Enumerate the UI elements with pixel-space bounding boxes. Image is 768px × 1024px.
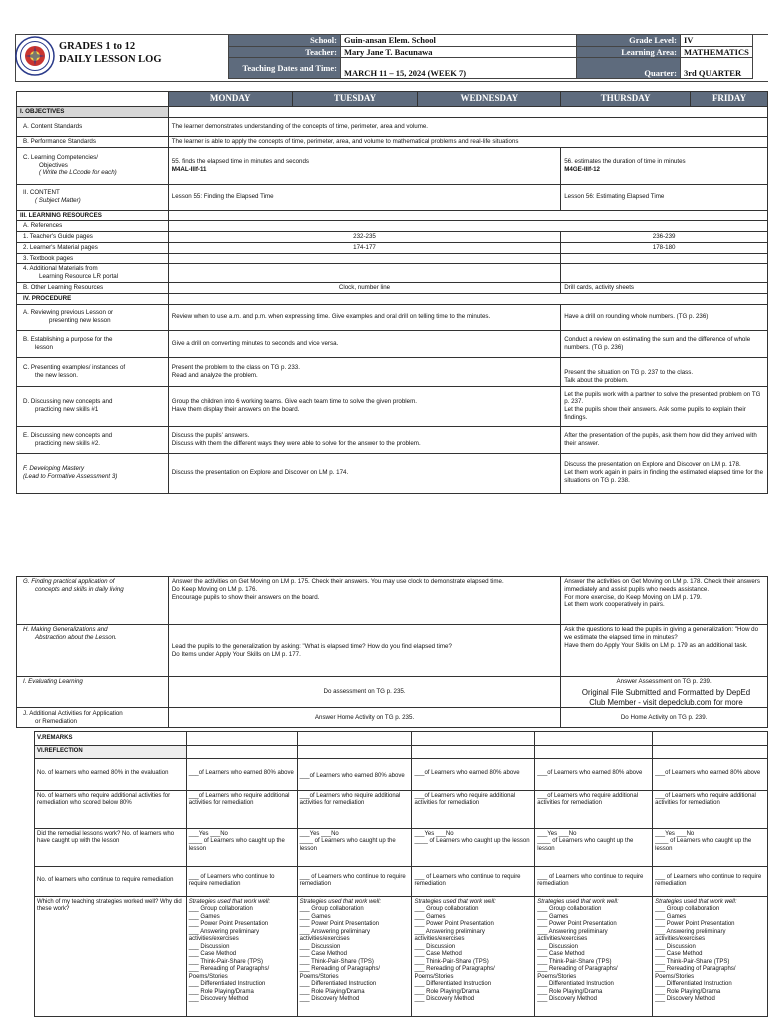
q5-wednesday	[412, 896, 535, 1016]
additional-materials-label-1: 4. Additional Materials from	[23, 265, 98, 273]
q3-label: Did the remedial lessons work? No. of learners who have caught up with the lesson	[35, 828, 187, 866]
strategy-item: ___ Discovery Method	[299, 996, 360, 1002]
competencies-label	[17, 147, 169, 184]
q4-wednesday: ___ of Learners who continue to require remediation	[412, 866, 535, 896]
strategy-item: ___ Answering preliminary activities/exercises	[188, 928, 260, 942]
strategy-item: ___ Group collaboration	[299, 906, 364, 912]
mastery-label-1: F. Developing Mastery	[23, 465, 85, 473]
evaluating-monday: Do assessment on TG p. 235.	[168, 677, 560, 708]
concepts-2-monday-2: Discuss with them the different ways they were able to solve for the answer to the problem.	[171, 439, 421, 447]
strategy-item: ___ Games	[188, 913, 220, 920]
q1-tuesday: ___of Learners who earned 80% above	[297, 758, 412, 790]
reflection-monday	[186, 746, 297, 759]
school-value: Guin-ansan Elem. School	[341, 35, 577, 47]
strategy-item: ___ Games	[655, 913, 687, 920]
competencies-label-1: C. Learning Competencies/	[23, 153, 98, 161]
content-monday: Lesson 55: Finding the Elapsed Time	[168, 184, 560, 210]
performance-standards-label: B. Performance Standards	[17, 136, 169, 147]
review-monday: Review when to use a.m. and p.m. when expressing time. Give examples and oral drill on telling time to the minutes.	[168, 304, 560, 330]
review-label	[17, 304, 169, 330]
strategy-item: ___ Discovery Method	[655, 996, 715, 1002]
examples-monday-1: Present the problem to the class on TG p. 233.	[171, 363, 300, 371]
generalization-monday-2: Do Items under Apply Your Skills on LM p. 177.	[171, 650, 301, 658]
lesson-table-part-1	[16, 91, 768, 494]
q2-tuesday: ___of Learners who require additional activities for remediation	[297, 790, 412, 828]
review-label-2: presenting new lesson	[49, 317, 111, 324]
concepts-1-label-1: D. Discussing new concepts and	[23, 398, 113, 406]
q1-thursday: ___of Learners who earned 80% above	[535, 758, 653, 790]
reflection-thursday	[535, 746, 653, 759]
strat-head-fri: Strategies used that work well:	[655, 898, 737, 905]
strat-head-thu: Strategies used that work well:	[537, 898, 619, 905]
strategy-item: ___ Discussion	[299, 943, 341, 950]
q2-monday: ___of Learners who require additional activities for remediation	[186, 790, 297, 828]
examples-label-2: the new lesson.	[35, 371, 78, 379]
objectives-label: I. OBJECTIVES	[17, 107, 169, 118]
strategy-item: ___ Discovery Method	[537, 996, 597, 1002]
other-resources-monday: Clock, number line	[168, 282, 560, 293]
concepts-1-thursday	[561, 386, 768, 426]
other-resources-label: B. Other Learning Resources	[17, 282, 169, 293]
competency-mon-text: 55. finds the elapsed time in minutes and seconds	[171, 157, 310, 165]
application-label-2: concepts and skills in daily living	[35, 585, 124, 593]
strategy-item: ___ Rereading of Paragraphs/ Poems/Stories	[537, 966, 618, 980]
title-line-2: DAILY LESSON LOG	[59, 53, 162, 65]
application-monday-1: Answer the activities on Get Moving on LM p. 175. Check their answers. You may use clock to demonstrate elapsed time.	[171, 578, 504, 585]
strategy-list	[414, 906, 532, 1004]
purpose-label-1: B. Establishing a purpose for the	[23, 335, 113, 343]
strategy-item: ___ Answering preliminary activities/exercises	[655, 928, 726, 942]
page-title	[59, 41, 162, 66]
q4-thursday: ___ of Learners who continue to require remediation	[535, 866, 653, 896]
strategy-item: ___ Discussion	[655, 943, 696, 950]
additional-activities-label-1: J. Additional Activities for Application	[23, 709, 123, 717]
q1-monday: ___of Learners who earned 80% above	[186, 758, 297, 790]
strategy-item: ___ Think-Pair-Share (TPS)	[655, 958, 730, 965]
content-standards-label: A. Content Standards	[17, 117, 169, 136]
q3-thursday-text: ____ of Learners who caught up the lesson	[537, 838, 634, 852]
q4-label: No. of learners who continue to require remediation	[35, 866, 187, 896]
competencies-label-2: Objectives	[39, 161, 68, 169]
q4-friday: ___ of Learners who continue to require remediation	[653, 866, 768, 896]
q5-monday	[186, 896, 297, 1016]
remarks-monday	[186, 732, 297, 746]
concepts-2-monday-1: Discuss the pupils' answers.	[171, 431, 250, 439]
mastery-monday: Discuss the presentation on Explore and Discover on LM p. 174.	[168, 453, 560, 493]
q3-wednesday	[412, 828, 535, 866]
strategy-item: ___ Case Method	[537, 951, 585, 957]
blank-header-cell	[17, 92, 169, 107]
strategy-item: ___ Role Playing/Drama	[655, 988, 721, 995]
concepts-1-monday-1: Group the children into 6 working teams. Give each team time to solve the given problem.	[171, 398, 417, 406]
day-monday: MONDAY	[168, 92, 292, 107]
additional-materials-label	[17, 264, 169, 283]
strategy-item: ___ Discovery Method	[414, 996, 475, 1002]
application-label-1: G. Finding practical application of	[23, 578, 115, 585]
learners-material-monday: 174-177	[168, 242, 560, 253]
strategy-item: ___ Power Point Presentation	[414, 921, 494, 927]
q3-tuesday-yesno: ___Yes ___No	[299, 830, 339, 837]
q3-monday-yesno: ___Yes ___No	[188, 830, 228, 837]
q5-tuesday	[297, 896, 412, 1016]
area-value: MATHEMATICS	[681, 46, 753, 58]
strategy-item: ___ Think-Pair-Share (TPS)	[414, 958, 489, 965]
purpose-monday: Give a drill on converting minutes to seconds and vice versa.	[168, 330, 560, 357]
q1-wednesday: ___of Learners who earned 80% above	[412, 758, 535, 790]
textbook-thursday	[561, 253, 768, 264]
remarks-thursday	[535, 732, 653, 746]
grade-label: Grade Level:	[577, 35, 681, 47]
q5-friday	[653, 896, 768, 1016]
teacher-label: Teacher:	[229, 46, 341, 58]
reflection-tuesday	[297, 746, 412, 759]
generalization-thursday-1: Ask the questions to lead the pupils in giving a generalization: "How do we estimate the elapsed time in minutes?	[564, 626, 759, 641]
mastery-thursday	[561, 453, 768, 493]
strategy-item: ___ Role Playing/Drama	[299, 988, 365, 995]
strat-head-tue: Strategies used that work well:	[299, 898, 381, 905]
application-thursday	[561, 577, 768, 625]
evaluating-thursday: Answer Assessment on TG p. 239.	[561, 677, 768, 708]
procedure-label: IV. PROCEDURE	[17, 293, 169, 304]
dates-value: MARCH 11 – 15, 2024 (WEEK 7)	[341, 58, 577, 79]
concepts-1-label-2: practicing new skills #1	[35, 406, 99, 413]
strategy-item: ___ Discussion	[188, 943, 230, 950]
q3-wednesday-text: ____ of Learners who caught up the lesson	[414, 838, 530, 844]
competency-mon-code: M4AL-IIIf-11	[171, 165, 207, 173]
concepts-1-label	[17, 386, 169, 426]
textbook-label: 3. Textbook pages	[17, 253, 169, 264]
concepts-1-monday-2: Have them display their answers on the board.	[171, 406, 300, 413]
day-friday: FRIDAY	[691, 92, 768, 107]
school-label: School:	[229, 35, 341, 47]
procedure-blank	[168, 293, 767, 304]
mastery-thursday-2: Let them work again in pairs in finding the estimated elapsed time for the situations on TG p. 238.	[564, 469, 764, 484]
day-wednesday: WEDNESDAY	[418, 92, 561, 107]
q3-wednesday-yesno: ___Yes ___No	[414, 830, 454, 837]
dates-label: Teaching Dates and Time:	[229, 58, 341, 79]
strategy-list	[189, 906, 295, 1004]
reflection-wednesday	[412, 746, 535, 759]
references-blank	[168, 221, 767, 232]
header-info-table	[228, 34, 753, 79]
q3-friday-yesno: ___Yes ___No	[655, 830, 695, 837]
content-standards-text: The learner demonstrates understanding of the concepts of time, perimeter, area and volume.	[168, 117, 767, 136]
reflection-table	[34, 731, 768, 1017]
competencies-thursday	[561, 147, 768, 184]
strategy-item: ___ Group collaboration	[655, 906, 720, 912]
strategy-item: ___ Answering preliminary activities/exercises	[299, 928, 370, 942]
concepts-2-label-1: E. Discussing new concepts and	[23, 431, 113, 439]
title-line-1: GRADES 1 to 12	[59, 41, 136, 52]
examples-thursday-1: Present the situation on TG p. 237 to the class.	[564, 369, 694, 376]
competencies-label-3: ( Write the LCcode for each)	[39, 169, 117, 177]
reflection-label: VI.REFLECTION	[35, 746, 187, 759]
concepts-1-monday	[168, 386, 560, 426]
generalization-thursday-2: Have them do Apply Your Skills on LM p. 179 as an additional task.	[564, 641, 748, 649]
learning-resources-blank	[168, 210, 767, 221]
q1-friday: ___of Learners who earned 80% above	[653, 758, 768, 790]
strategy-list	[537, 906, 650, 1004]
concepts-2-monday	[168, 426, 560, 453]
q3-thursday	[535, 828, 653, 866]
concepts-2-label-2: practicing new skills #2.	[35, 439, 100, 447]
review-label-1: A. Reviewing previous Lesson or	[23, 309, 114, 317]
generalization-label	[17, 625, 169, 677]
generalization-label-2: Abstraction about the Lesson.	[35, 633, 117, 641]
other-resources-thursday: Drill cards, activity sheets	[561, 282, 768, 293]
examples-thursday-2: Talk about the problem.	[564, 376, 629, 384]
review-thursday: Have a drill on rounding whole numbers. (TG p. 236)	[561, 304, 768, 330]
strategy-item: ___ Rereading of Paragraphs/ Poems/Stories	[414, 966, 495, 980]
remarks-friday	[653, 732, 768, 746]
content-thursday: Lesson 56: Estimating Elapsed Time	[561, 184, 768, 210]
references-label: A. References	[17, 221, 169, 232]
strategy-item: ___ Think-Pair-Share (TPS)	[299, 958, 374, 965]
strategy-item: ___ Discussion	[414, 943, 456, 950]
strategy-item: ___ Group collaboration	[188, 906, 253, 912]
strategy-list	[655, 906, 765, 1004]
content-label	[17, 184, 169, 210]
additional-activities-monday: Answer Home Activity on TG p. 235.	[168, 708, 560, 728]
generalization-monday-1: Lead the pupils to the generalization by asking: "What is elapsed time? How do you find elapsed time?	[171, 642, 452, 650]
strat-head-wed: Strategies used that work well:	[414, 898, 496, 905]
strategy-item: ___ Power Point Presentation	[188, 921, 269, 927]
q5-label: Which of my teaching strategies worked well? Why did these work?	[35, 896, 187, 1016]
strategy-item: ___ Case Method	[414, 951, 462, 957]
purpose-thursday: Conduct a review on estimating the sum and the difference of whole numbers. (TG p. 236)	[561, 330, 768, 357]
objectives-blank	[168, 107, 767, 118]
day-thursday: THURSDAY	[561, 92, 691, 107]
competencies-monday	[168, 147, 560, 184]
additional-activities-label	[17, 708, 169, 728]
strategy-item: ___ Role Playing/Drama	[188, 988, 254, 995]
mastery-label-2: (Lead to Formative Assessment 3)	[23, 473, 118, 480]
application-monday-2: Do Keep Moving on LM p. 176.	[171, 585, 258, 593]
additional-materials-label-2: Learning Resource LR portal	[39, 273, 119, 280]
strategy-item: ___ Power Point Presentation	[655, 921, 735, 927]
examples-monday	[168, 357, 560, 386]
quarter-label: Quarter:	[577, 58, 681, 79]
content-label-1: II. CONTENT	[23, 189, 60, 197]
application-monday	[168, 577, 560, 625]
additional-materials-thursday	[561, 264, 768, 283]
strategy-item: ___ Discussion	[537, 943, 578, 950]
concepts-2-label	[17, 426, 169, 453]
examples-monday-2: Read and analyze the problem.	[171, 371, 258, 379]
reflection-friday	[653, 746, 768, 759]
strategy-item: ___ Games	[414, 913, 446, 920]
strategy-item: ___ Case Method	[188, 951, 237, 957]
strategy-list	[300, 906, 410, 1004]
q3-monday	[186, 828, 297, 866]
strategy-item: ___ Think-Pair-Share (TPS)	[537, 958, 612, 965]
generalization-thursday	[561, 625, 768, 677]
strategy-item: ___ Answering preliminary activities/exercises	[414, 928, 485, 942]
q2-label: No. of learners who require additional activities for remediation who scored below 80%	[35, 790, 187, 828]
teachers-guide-monday: 232-235	[168, 232, 560, 243]
application-thursday-1: Answer the activities on Get Moving on LM p. 178. Check their answers immediately and assist pupils who needs assistance.	[564, 578, 760, 593]
additional-activities-thursday: Do Home Activity on TG p. 239.	[561, 708, 768, 728]
strategy-item: ___ Case Method	[299, 951, 347, 957]
teachers-guide-label: 1. Teacher's Guide pages	[17, 232, 169, 243]
content-label-2: ( Subject Matter)	[35, 197, 81, 204]
watermark-text	[566, 688, 766, 707]
strategy-item: ___ Differentiated Instruction	[655, 981, 732, 987]
learning-resources-label: III. LEARNING RESOURCES	[17, 210, 169, 221]
strategy-item: ___ Answering preliminary activities/exercises	[537, 928, 608, 942]
application-monday-3: Encourage pupils to show their answers on the board.	[171, 593, 320, 601]
purpose-label	[17, 330, 169, 357]
teachers-guide-thursday: 236-239	[561, 232, 768, 243]
q3-thursday-yesno: ___Yes ___No	[537, 830, 577, 837]
q2-thursday: ___of Learners who require additional activities for remediation	[535, 790, 653, 828]
q3-tuesday-text: ____ of Learners who caught up the lesson	[299, 838, 396, 852]
q4-tuesday: ___ of Learners who continue to require remediation	[297, 866, 412, 896]
additional-materials-monday	[168, 264, 560, 283]
mastery-label	[17, 453, 169, 493]
strategy-item: ___ Rereading of Paragraphs/ Poems/Stories	[188, 966, 270, 980]
concepts-1-thursday-1: Let the pupils work with a partner to solve the presented problem on TG p. 237.	[564, 390, 761, 406]
strategy-item: ___ Role Playing/Drama	[537, 988, 603, 995]
strategy-item: ___ Case Method	[655, 951, 703, 957]
remarks-label: V.REMARKS	[35, 732, 187, 746]
watermark-line-1: Original File Submitted and Formatted by DepEd	[581, 688, 751, 697]
day-tuesday: TUESDAY	[292, 92, 418, 107]
evaluating-label: I. Evaluating Learning	[17, 677, 169, 708]
strategy-item: ___ Think-Pair-Share (TPS)	[188, 958, 263, 965]
strat-head-mon: Strategies used that work well:	[188, 898, 271, 905]
area-label: Learning Area:	[577, 46, 681, 58]
generalization-label-1: H. Making Generalizations and	[23, 626, 108, 633]
competency-thu-text: 56. estimates the duration of time in minutes	[564, 157, 686, 165]
concepts-2-thursday: After the presentation of the pupils, ask them how did they arrived with their answer.	[561, 426, 768, 453]
q3-friday	[653, 828, 768, 866]
examples-label-1: C. Presenting examples/ instances of	[23, 363, 126, 371]
q3-monday-text: ____ of Learners who caught up the lesson	[188, 838, 285, 852]
strategy-item: ___ Power Point Presentation	[537, 921, 617, 927]
application-thursday-3: Let them work cooperatively in pairs.	[564, 601, 665, 609]
learners-material-thursday: 178-180	[561, 242, 768, 253]
strategy-item: ___ Rereading of Paragraphs/ Poems/Stories	[655, 966, 736, 980]
q2-wednesday: ___of Learners who require additional activities for remediation	[412, 790, 535, 828]
remarks-tuesday	[297, 732, 412, 746]
strategy-item: ___ Differentiated Instruction	[537, 981, 614, 987]
competency-thu-code: M4GE-IIIf-12	[564, 165, 600, 173]
q3-tuesday	[297, 828, 412, 866]
watermark-line-2: Club Member - visit depedclub.com for more	[589, 697, 743, 707]
application-thursday-2: For more exercise, do Keep Moving on LM p. 179.	[564, 593, 702, 601]
grade-value: IV	[681, 35, 753, 47]
q3-friday-text: ____ of Learners who caught up the lesson	[655, 838, 752, 852]
purpose-label-2: lesson	[35, 343, 53, 351]
teacher-value: Mary Jane T. Bacunawa	[341, 46, 577, 58]
examples-thursday	[561, 357, 768, 386]
strategy-item: ___ Group collaboration	[537, 906, 602, 912]
q2-friday: ___of Learners who require additional activities for remediation	[653, 790, 768, 828]
strategy-item: ___ Games	[537, 913, 569, 920]
learners-material-label: 2. Learner's Material pages	[17, 242, 169, 253]
application-label	[17, 577, 169, 625]
strategy-item: ___ Differentiated Instruction	[188, 981, 266, 987]
strategy-item: ___ Group collaboration	[414, 906, 479, 912]
q1-label: No. of learners who earned 80% in the evaluation	[35, 758, 187, 790]
textbook-monday	[168, 253, 560, 264]
q5-thursday	[535, 896, 653, 1016]
additional-activities-label-2: or Remediation	[35, 717, 77, 725]
remarks-wednesday	[412, 732, 535, 746]
generalization-monday	[168, 625, 560, 677]
performance-standards-text: The learner is able to apply the concepts of time, perimeter, area, and volume to mathematical problems and real-life situations	[168, 136, 767, 147]
deped-seal-icon	[15, 36, 55, 76]
strategy-item: ___ Role Playing/Drama	[414, 988, 480, 995]
strategy-item: ___ Discovery Method	[188, 996, 249, 1002]
strategy-item: ___ Rereading of Paragraphs/ Poems/Stories	[299, 966, 380, 980]
quarter-value: 3rd QUARTER	[681, 58, 753, 79]
strategy-item: ___ Power Point Presentation	[299, 921, 379, 927]
strategy-item: ___ Differentiated Instruction	[414, 981, 492, 987]
examples-label	[17, 357, 169, 386]
concepts-1-thursday-2: Let the pupils show their answers. Ask some pupils to explain their findings.	[564, 406, 746, 421]
strategy-item: ___ Differentiated Instruction	[299, 981, 377, 987]
q4-monday: ___ of Learners who continue to require remediation	[186, 866, 297, 896]
mastery-thursday-1: Discuss the presentation on Explore and Discover on LM p. 178.	[564, 461, 741, 469]
strategy-item: ___ Games	[299, 913, 331, 920]
